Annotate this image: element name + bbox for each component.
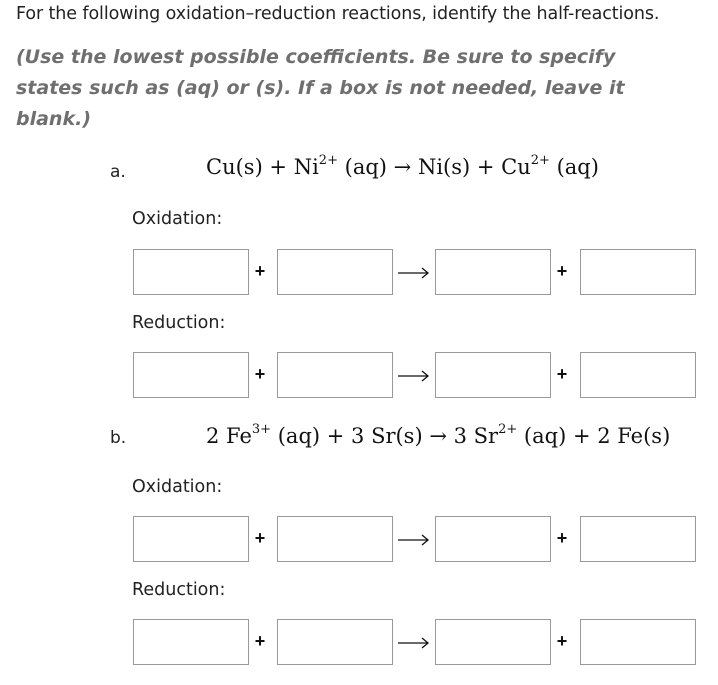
part-b-label: b.: [110, 428, 127, 448]
part-b-reduction-label: Reduction:: [132, 580, 226, 600]
part-a-red-product-1-input[interactable]: [436, 353, 550, 397]
plus-sign: +: [556, 631, 568, 651]
part-a-oxidation-label: Oxidation:: [132, 209, 223, 229]
plus-sign: +: [254, 261, 266, 281]
plus-sign: +: [556, 261, 568, 281]
part-a-red-reactant-1[interactable]: [133, 352, 249, 398]
part-a-reduction-label: Reduction:: [132, 313, 226, 333]
part-b-red-reactant-2-input[interactable]: [278, 620, 392, 664]
part-b-ox-product-2[interactable]: [580, 516, 696, 562]
part-a-red-product-2-input[interactable]: [581, 353, 695, 397]
part-a-ox-product-2-input[interactable]: [581, 250, 695, 294]
part-a-red-reactant-1-input[interactable]: [134, 353, 248, 397]
part-a-reduction-row: [133, 352, 697, 398]
part-a-red-reactant-2-input[interactable]: [278, 353, 392, 397]
part-b-red-product-1-input[interactable]: [436, 620, 550, 664]
plus-sign: +: [556, 528, 568, 548]
part-b-red-product-2-input[interactable]: [581, 620, 695, 664]
part-a-red-reactant-2[interactable]: [277, 352, 393, 398]
part-b-ox-reactant-2[interactable]: [277, 516, 393, 562]
plus-sign: +: [254, 528, 266, 548]
right-arrow-icon: [397, 261, 431, 281]
part-b-red-reactant-1-input[interactable]: [134, 620, 248, 664]
part-a-red-product-2[interactable]: [580, 352, 696, 398]
part-a-ox-product-2[interactable]: [580, 249, 696, 295]
part-a-equation: $Cu(s) + Ni^{2+}$ $(aq) \to Ni(s) + Cu^{2+}$ (aq): [206, 153, 599, 179]
part-b-red-product-2[interactable]: [580, 619, 696, 665]
part-b-ox-product-2-input[interactable]: [581, 517, 695, 561]
part-b-oxidation-label: Oxidation:: [132, 477, 223, 497]
part-b-red-reactant-1[interactable]: [133, 619, 249, 665]
right-arrow-icon: [397, 631, 431, 651]
part-b-ox-reactant-1-input[interactable]: [134, 517, 248, 561]
part-b-red-product-1[interactable]: [435, 619, 551, 665]
part-a-label: a.: [110, 162, 126, 182]
part-a-red-product-1[interactable]: [435, 352, 551, 398]
part-b-ox-reactant-1[interactable]: [133, 516, 249, 562]
right-arrow-icon: [397, 528, 431, 548]
part-a-ox-product-1-input[interactable]: [436, 250, 550, 294]
part-a-ox-reactant-2[interactable]: [277, 249, 393, 295]
part-b-red-reactant-2[interactable]: [277, 619, 393, 665]
instructions: (Use the lowest possible coefficients. Be sure to specify states such as (aq) or (s). If a box is not needed, leave it blank.): [16, 46, 625, 130]
part-b-reduction-row: [133, 619, 697, 665]
part-b-ox-reactant-2-input[interactable]: [278, 517, 392, 561]
right-arrow-icon: [397, 364, 431, 384]
part-b-equation: 2 $Fe^{3+}$ (aq) + 3 Sr(s) → 3 $Sr^{2+}$ (aq) + 2 Fe(s): [206, 422, 671, 448]
plus-sign: +: [556, 364, 568, 384]
part-a-ox-reactant-1[interactable]: [133, 249, 249, 295]
plus-sign: +: [254, 364, 266, 384]
part-b-oxidation-row: [133, 516, 697, 562]
intro-text: For the following oxidation–reduction reactions, identify the half-reactions.: [16, 4, 660, 24]
part-a-ox-reactant-1-input[interactable]: [134, 250, 248, 294]
part-a-ox-reactant-2-input[interactable]: [278, 250, 392, 294]
part-a-oxidation-row: [133, 249, 697, 295]
plus-sign: +: [254, 631, 266, 651]
part-a-ox-product-1[interactable]: [435, 249, 551, 295]
part-b-ox-product-1[interactable]: [435, 516, 551, 562]
part-b-ox-product-1-input[interactable]: [436, 517, 550, 561]
